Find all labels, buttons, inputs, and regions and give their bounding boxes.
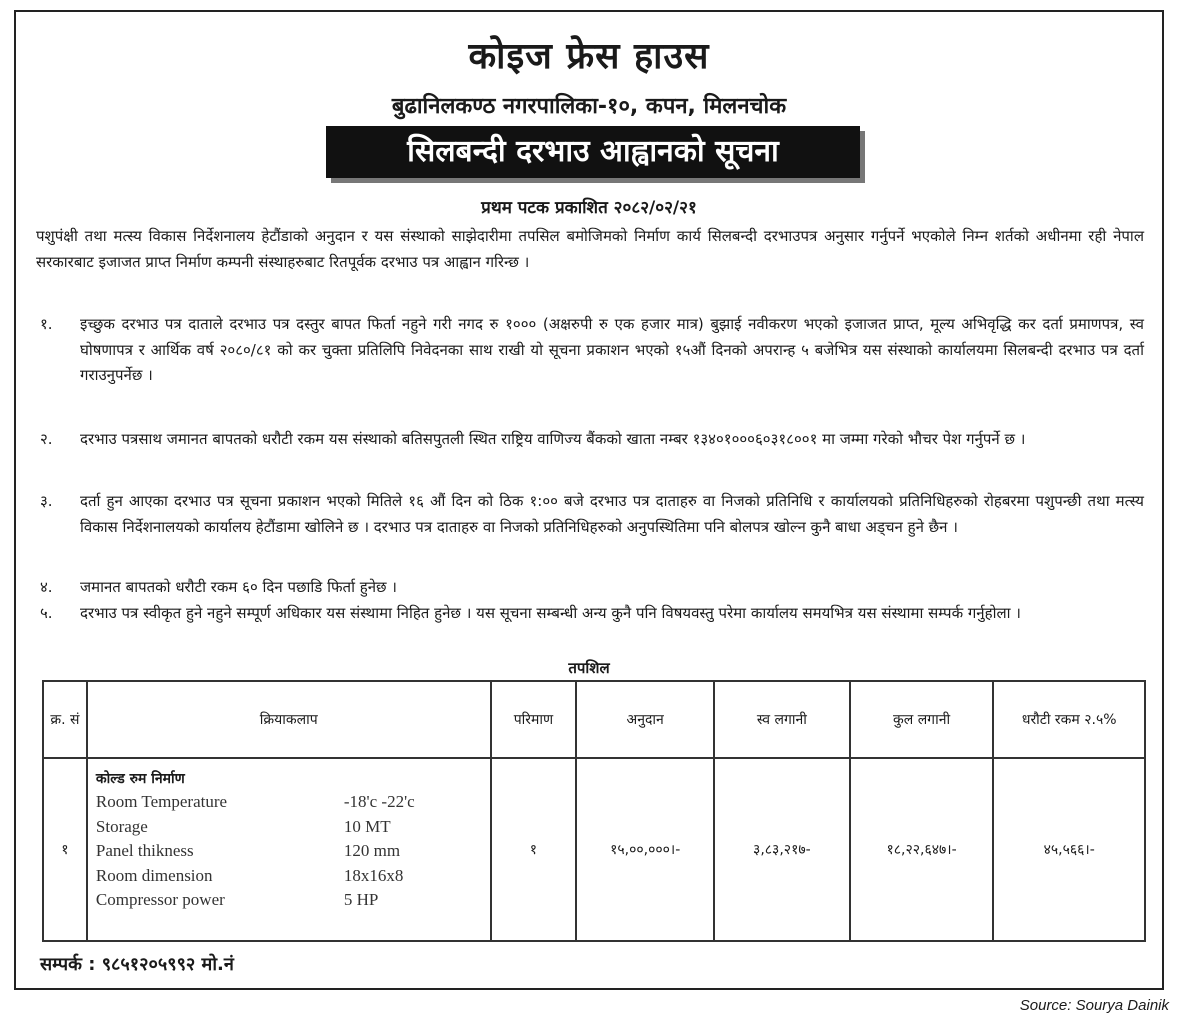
spec-label: Room Temperature bbox=[95, 792, 228, 811]
condition-item bbox=[36, 575, 1144, 601]
spec-value: -18'c -22'c bbox=[343, 792, 415, 811]
condition-item bbox=[36, 427, 1144, 453]
col-header-grant: अनुदान bbox=[576, 681, 714, 758]
condition-text: इच्छुक दरभाउ पत्र दाताले दरभाउ पत्र दस्तुर बापत फिर्ता नहुने गरी नगद रु १००० (अक्षरुपी रु एक हजार मात्र) बुझाई नवीकरण भएको इजाजत प्राप्त, मूल्य अभिवृद्धि कर दर्ता प्रमाणपत्र, स्व घोषणापत्र र आर्थिक वर्ष २०८०/८१ को कर चुक्ता प्रतिलिपि निवेदनका साथ राखी यो सूचना प्रकाशन भएको १५औं दिनको अपरान्ह ५ बजेभित्र यस संस्थाको कार्यालयमा सिलबन्दी दरभाउ पत्र दर्ता गराउनुपर्नेछ । bbox=[80, 315, 1144, 384]
spec-row bbox=[96, 888, 490, 913]
cell-sn: १ bbox=[43, 758, 87, 941]
published-date: प्रथम पटक प्रकाशित २०८२/०२/२१ bbox=[481, 198, 697, 218]
spec-value: 5 HP bbox=[343, 890, 379, 909]
col-header-deposit: धरौटी रकम २.५% bbox=[993, 681, 1145, 758]
spec-row bbox=[96, 790, 490, 815]
col-header-total: कुल लगानी bbox=[850, 681, 994, 758]
col-header-own: स्व लगानी bbox=[714, 681, 850, 758]
condition-text: दर्ता हुन आएका दरभाउ पत्र सूचना प्रकाशन भएको मितिले १६ औं दिन को ठिक १:०० बजे दरभाउ पत्र दाताहरु वा निजको प्रतिनिधि र कार्यालयको प्रतिनिधिहरुको रोहबरमा पशुपन्छी तथा मत्स्य विकास निर्देशनालयको कार्यालय हेटौंडामा खोलिने छ । दरभाउ पत्र दाताहरु वा निजको प्रतिनिधिहरुको अनुपस्थितिमा पनि बोलपत्र खोल्न कुनै बाधा अड्चन हुने छैन । bbox=[80, 492, 1144, 536]
spec-label: Storage bbox=[95, 816, 148, 836]
source-credit: Source: Sourya Dainik bbox=[1019, 997, 1169, 1014]
condition-number: ३. bbox=[40, 492, 53, 510]
schedule-heading: तपशिल bbox=[568, 659, 610, 677]
table-row bbox=[43, 758, 1145, 941]
cell-activity bbox=[87, 758, 491, 941]
condition-text: दरभाउ पत्र स्वीकृत हुने नहुने सम्पूर्ण अधिकार यस संस्थामा निहित हुनेछ । यस सूचना सम्बन्धी अन्य कुनै पनि विषयवस्तु परेमा कार्यालय समयभित्र यस संस्थामा सम्पर्क गर्नुहोला । bbox=[80, 604, 1021, 622]
notice-frame bbox=[14, 10, 1164, 990]
spec-label: Room dimension bbox=[95, 865, 213, 885]
condition-text: जमानत बापतको धरौटी रकम ६० दिन पछाडि फिर्ता हुनेछ । bbox=[80, 578, 397, 596]
condition-item bbox=[36, 489, 1144, 540]
org-address: बुढानिलकण्ठ नगरपालिका-१०, कपन, मिलनचोक bbox=[391, 94, 787, 119]
cell-grant: १५,००,०००।- bbox=[576, 758, 714, 941]
condition-text: दरभाउ पत्रसाथ जमानत बापतको धरौटी रकम यस संस्थाको बतिसपुतली स्थित राष्ट्रिय वाणिज्य बैंकको खाता नम्बर १३४०१०००६०३१८००१ मा जम्मा गरेको भौचर पेश गर्नुपर्ने छ । bbox=[80, 430, 1026, 448]
condition-number: ४. bbox=[40, 578, 53, 596]
org-name: कोइज फ्रेस हाउस bbox=[468, 36, 710, 77]
spec-row bbox=[96, 839, 490, 864]
spec-label: Compressor power bbox=[95, 890, 225, 909]
intro-paragraph: पशुपंक्षी तथा मत्स्य विकास निर्देशनालय हेटौंडाको अनुदान र यस संस्थाको साझेदारीमा तपसिल बमोजिमको निर्माण कार्य सिलबन्दी दरभाउपत्र अनुसार गर्नुपर्ने भएकोले निम्न शर्तको अधीनमा रही नेपाल सरकारबाट इजाजत प्राप्त निर्माण कम्पनी संस्थाहरुबाट रितपूर्वक दरभाउ पत्र आह्वान गरिन्छ । bbox=[36, 227, 1144, 271]
table-header-row bbox=[43, 681, 1145, 758]
condition-number: २. bbox=[40, 430, 53, 448]
spec-value: 120 mm bbox=[343, 841, 401, 860]
spec-value: 10 MT bbox=[343, 816, 391, 836]
spec-label: Panel thikness bbox=[95, 841, 194, 860]
spec-row bbox=[96, 864, 490, 889]
condition-item bbox=[36, 312, 1144, 389]
spec-row bbox=[96, 815, 490, 840]
cell-total: १८,२२,६४७।- bbox=[850, 758, 994, 941]
contact-number: सम्पर्क : ९८५१२०५९९२ मो.नं bbox=[40, 954, 234, 975]
condition-item bbox=[36, 601, 1144, 627]
col-header-activity: क्रियाकलाप bbox=[87, 681, 491, 758]
cell-deposit: ४५,५६६।- bbox=[993, 758, 1145, 941]
condition-number: ५. bbox=[40, 604, 53, 622]
spec-value: 18x16x8 bbox=[343, 865, 404, 885]
schedule-table bbox=[42, 680, 1146, 942]
col-header-sn: क्र. सं bbox=[43, 681, 87, 758]
notice-title: सिलबन्दी दरभाउ आह्वानको सूचना bbox=[326, 126, 860, 178]
activity-title: कोल्ड रुम निर्माण bbox=[95, 771, 185, 787]
condition-number: १. bbox=[40, 315, 53, 333]
cell-quantity: १ bbox=[491, 758, 577, 941]
col-header-quantity: परिमाण bbox=[491, 681, 577, 758]
cell-own: ३,८३,२१७- bbox=[714, 758, 850, 941]
